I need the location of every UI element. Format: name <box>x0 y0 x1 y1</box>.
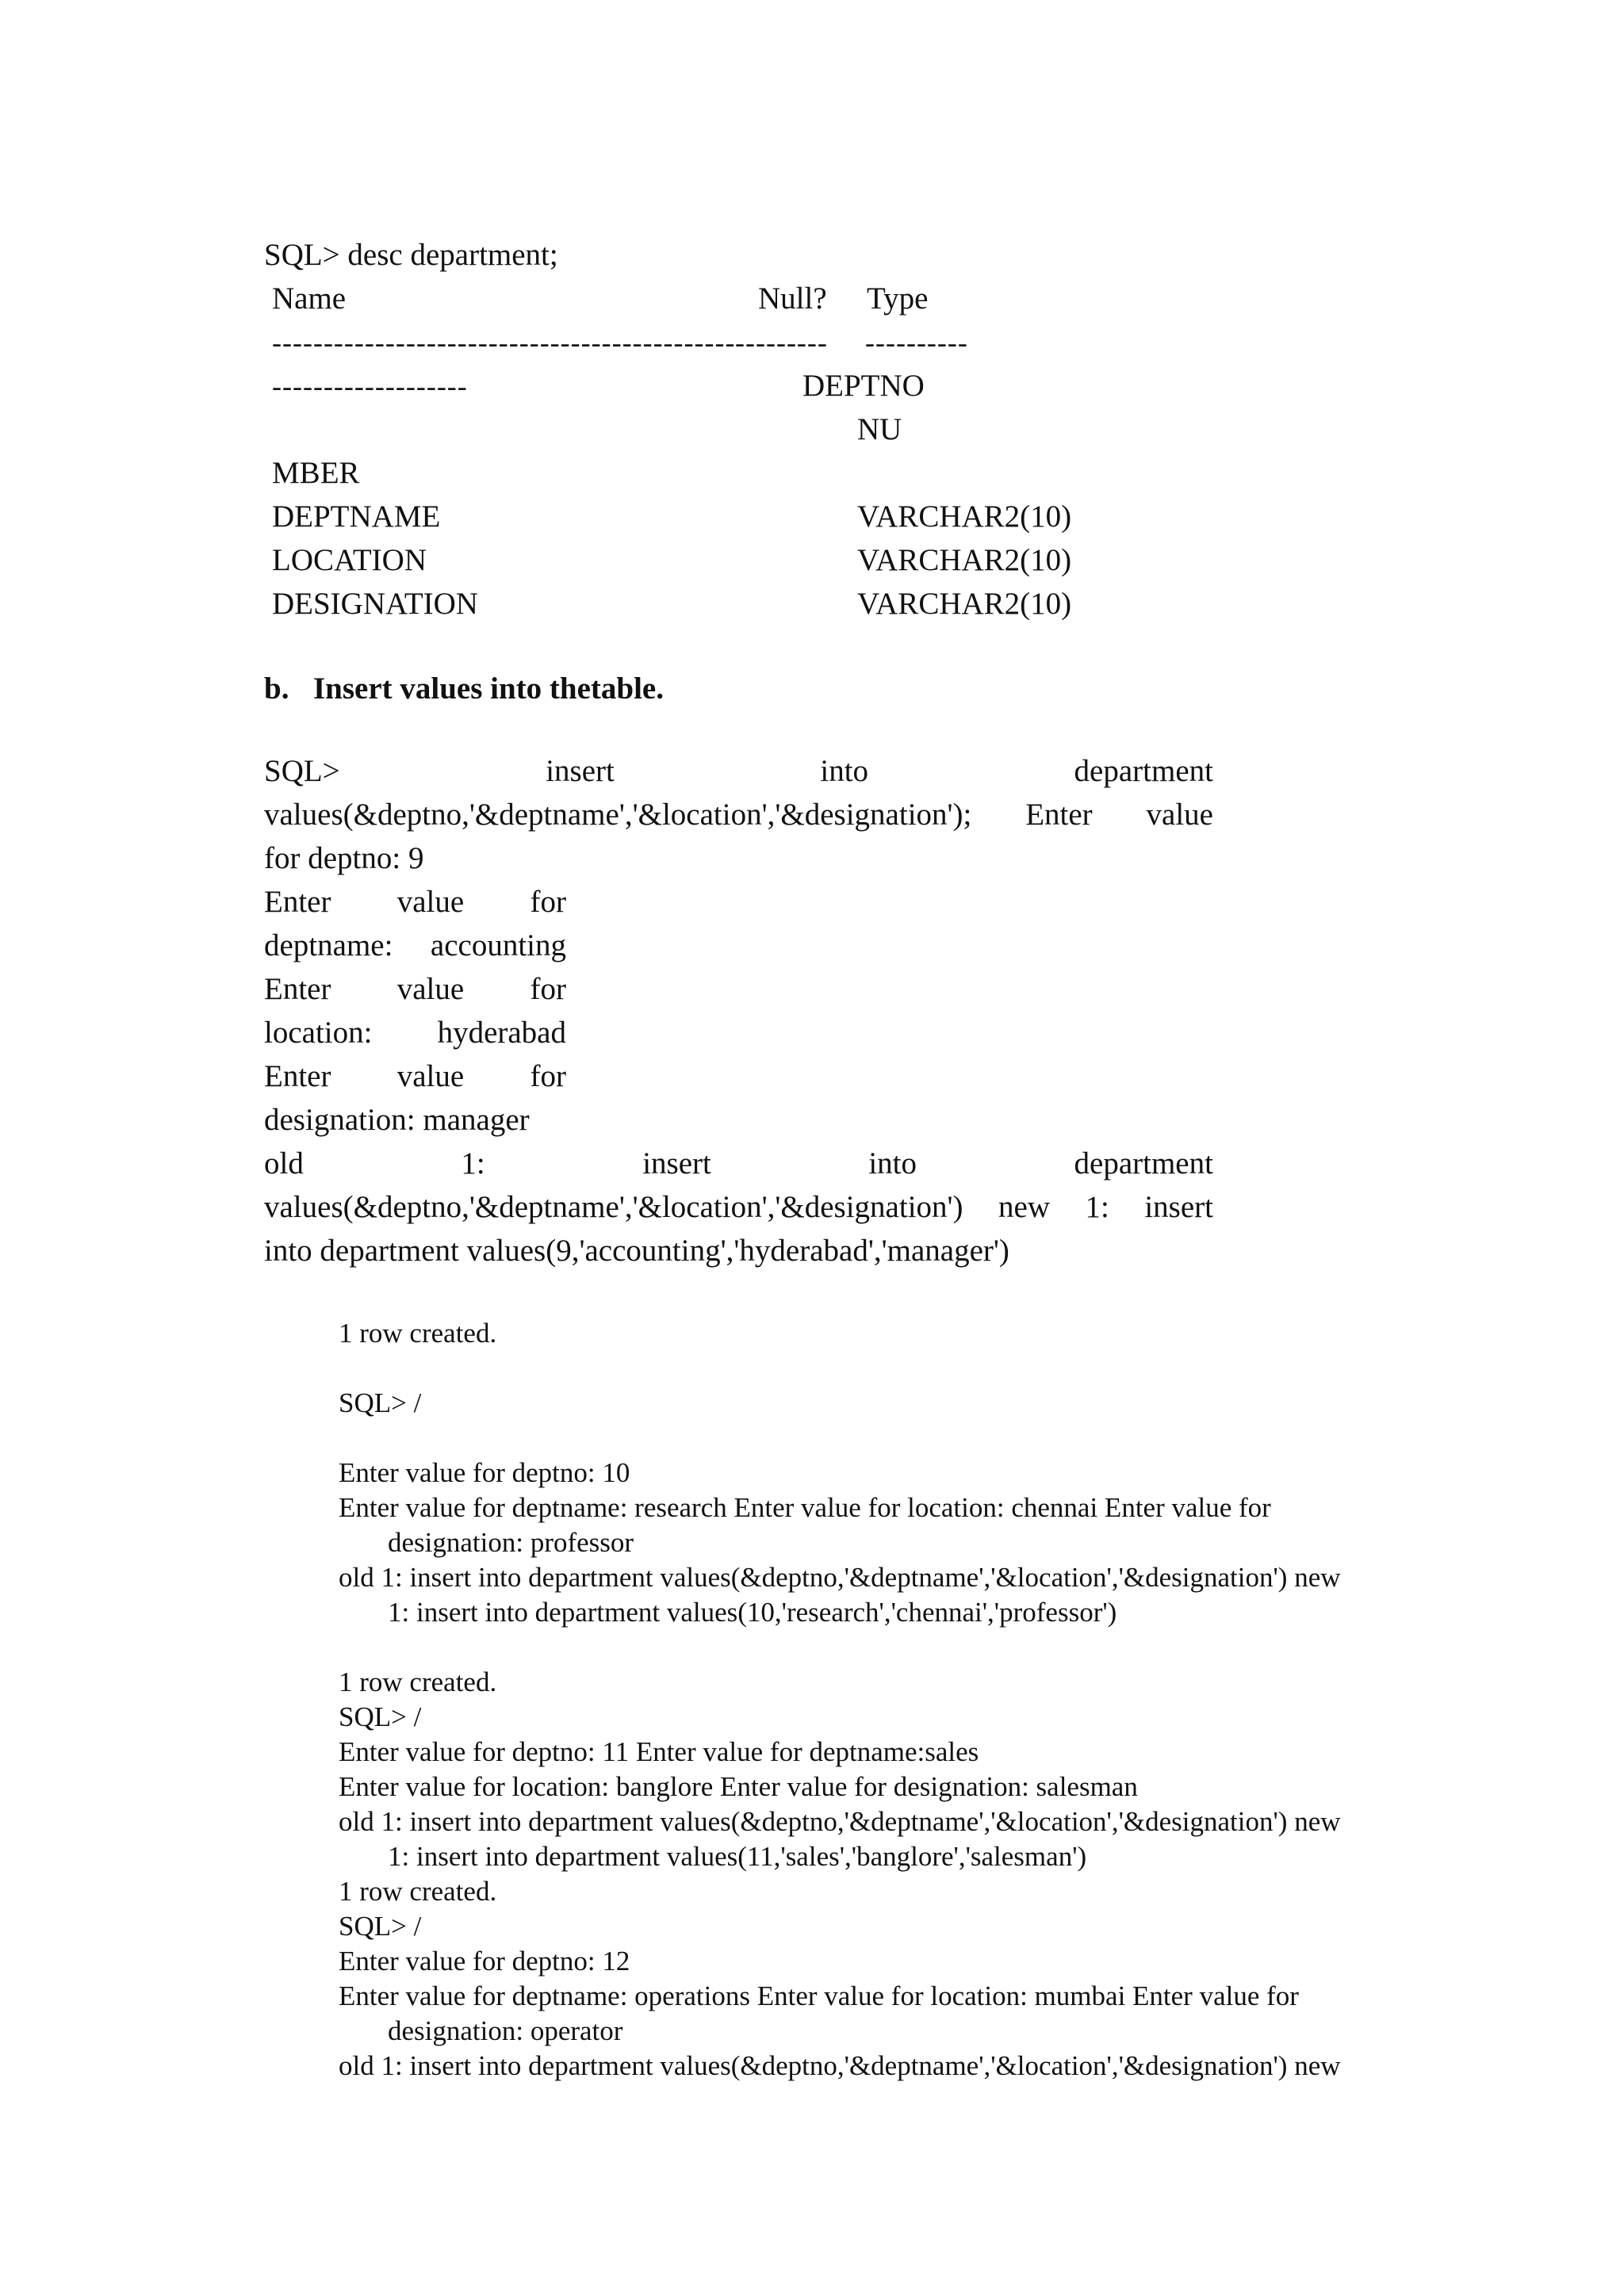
out-b2: Enter value for location: banglore Enter value for designation: salesman <box>339 1771 1138 1802</box>
dash-type: ---------- <box>865 327 968 358</box>
header-type: Type <box>867 281 929 316</box>
insert-line-12: into department values(9,'accounting','hyderabad','manager') <box>264 1234 1009 1268</box>
col-location-name: LOCATION <box>272 543 427 577</box>
word: for <box>530 1059 566 1093</box>
out-c3: designation: operator <box>388 2015 623 2046</box>
insert-line-10 <box>264 1142 1213 1185</box>
insert-line-3: for deptno: 9 <box>264 841 424 875</box>
insert-line-11 <box>264 1186 1213 1229</box>
word: insert <box>546 754 615 788</box>
col-designation-name: DESIGNATION <box>272 587 478 621</box>
word: 1: <box>461 1146 485 1181</box>
out-b1: Enter value for deptno: 11 Enter value for deptname:sales <box>339 1736 979 1767</box>
row-created-2: 1 row created. <box>339 1667 497 1697</box>
insert-line-8 <box>264 1055 566 1098</box>
insert-line-2 <box>264 794 1213 836</box>
word: Enter <box>264 885 331 919</box>
section-heading: Insert values into thetable. <box>313 672 664 706</box>
col-deptno-type-part1: NU <box>857 412 902 446</box>
insert-line-6 <box>264 968 566 1011</box>
word: insert <box>1144 1190 1213 1224</box>
insert-line-9: designation: manager <box>264 1103 530 1137</box>
out-a2: Enter value for deptname: research Enter value for location: chennai Enter value for <box>339 1492 1271 1523</box>
insert-line-5 <box>264 924 566 967</box>
col-designation-type: VARCHAR2(10) <box>857 587 1072 621</box>
word: location: <box>264 1016 373 1050</box>
word: accounting <box>430 928 566 962</box>
word: for <box>530 972 566 1006</box>
row-created-1: 1 row created. <box>339 1318 497 1349</box>
word: department <box>1074 1146 1213 1181</box>
word: values(&deptno,'&deptname','&location','&designation') <box>264 1190 963 1224</box>
insert-line-7 <box>264 1012 566 1054</box>
insert-line-4 <box>264 881 566 924</box>
word: into <box>820 754 869 788</box>
header-name: Name <box>272 281 347 316</box>
out-c2: Enter value for deptname: operations Enter value for location: mumbai Enter value for <box>339 1980 1299 2011</box>
row-created-3: 1 row created. <box>339 1876 497 1907</box>
col-deptno-name: DEPTNO <box>802 369 925 403</box>
word: value <box>396 972 465 1006</box>
word: hyderabad <box>437 1016 566 1050</box>
dash-null: --------- <box>735 327 828 358</box>
word: Enter <box>1025 798 1093 832</box>
word: deptname: <box>264 928 393 962</box>
prompt-3: SQL> / <box>339 1911 422 1942</box>
word: SQL> <box>264 754 340 788</box>
col-location-type: VARCHAR2(10) <box>857 543 1072 577</box>
word: Enter <box>264 972 331 1006</box>
header-null: Null? <box>758 281 827 316</box>
word: insert <box>642 1146 711 1181</box>
out-a5: 1: insert into department values(10,'research','chennai','professor') <box>388 1597 1117 1628</box>
insert-line-1 <box>264 750 1213 793</box>
out-c4: old 1: insert into department values(&deptno,'&deptname','&location','&designation') new <box>339 2050 1341 2081</box>
word: department <box>1074 754 1213 788</box>
word: values(&deptno,'&deptname','&location','&designation'); <box>264 798 972 832</box>
prompt-2: SQL> / <box>339 1701 422 1732</box>
word: value <box>396 885 465 919</box>
dash-name: --------------------------------------------- <box>272 327 736 358</box>
out-b3: old 1: insert into department values(&deptno,'&deptname','&location','&designation') new <box>339 1806 1341 1837</box>
word: into <box>868 1146 917 1181</box>
prompt-1: SQL> / <box>339 1387 422 1418</box>
out-b4: 1: insert into department values(11,'sales','banglore','salesman') <box>388 1841 1087 1872</box>
out-a1: Enter value for deptno: 10 <box>339 1457 630 1488</box>
word: 1: <box>1085 1190 1109 1224</box>
out-a3: designation: professor <box>388 1527 634 1558</box>
col-deptname-name: DEPTNAME <box>272 499 441 534</box>
out-a4: old 1: insert into department values(&deptno,'&deptname','&location','&designation') new <box>339 1562 1341 1593</box>
col-deptno-type-part2: MBER <box>272 456 360 490</box>
word: value <box>396 1059 465 1093</box>
desc-prompt: SQL> desc department; <box>264 238 558 272</box>
section-marker: b. <box>264 672 289 706</box>
col-deptname-type: VARCHAR2(10) <box>857 499 1072 534</box>
word: old <box>264 1146 304 1181</box>
word: value <box>1146 798 1213 832</box>
dash-continued: ------------------- <box>272 370 468 402</box>
word: new <box>998 1190 1051 1224</box>
word: Enter <box>264 1059 331 1093</box>
word: for <box>530 885 566 919</box>
out-c1: Enter value for deptno: 12 <box>339 1946 630 1976</box>
